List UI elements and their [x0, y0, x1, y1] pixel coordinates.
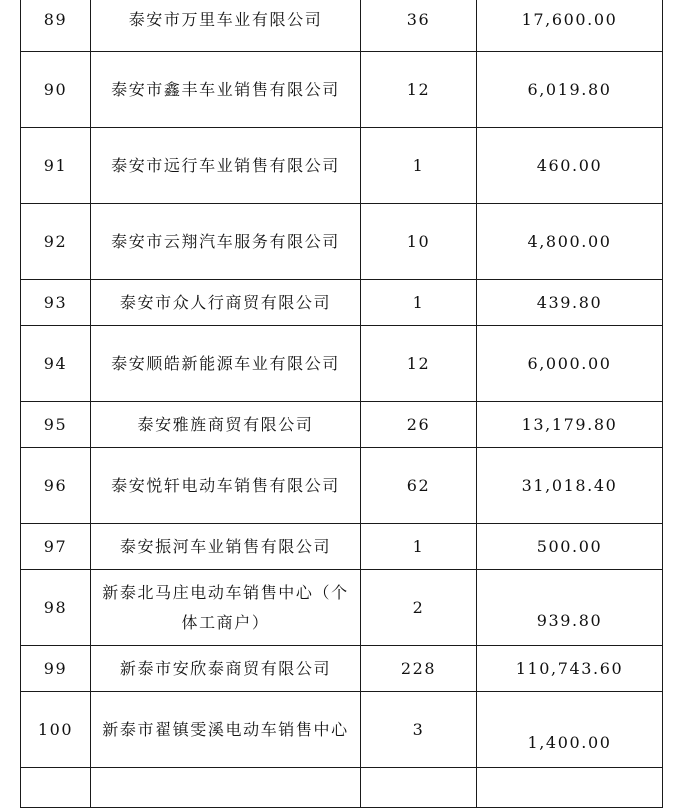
table-row	[21, 570, 663, 646]
row-index	[21, 768, 91, 808]
amount	[477, 768, 663, 808]
amount: 460.00	[477, 128, 663, 204]
quantity: 62	[361, 448, 477, 524]
row-index: 100	[21, 692, 91, 768]
company-name: 泰安市众人行商贸有限公司	[91, 280, 361, 326]
company-name: 泰安悦轩电动车销售有限公司	[91, 448, 361, 524]
table-row	[21, 0, 663, 52]
company-name: 新泰市安欣泰商贸有限公司	[91, 646, 361, 692]
row-index: 93	[21, 280, 91, 326]
quantity: 12	[361, 52, 477, 128]
row-index: 97	[21, 524, 91, 570]
quantity: 3	[361, 692, 477, 768]
table-row	[21, 326, 663, 402]
row-index: 94	[21, 326, 91, 402]
row-index: 92	[21, 204, 91, 280]
row-index: 99	[21, 646, 91, 692]
company-name: 新泰市翟镇雯溪电动车销售中心	[91, 692, 361, 768]
amount: 500.00	[477, 524, 663, 570]
company-name: 泰安市远行车业销售有限公司	[91, 128, 361, 204]
company-name: 泰安顺皓新能源车业有限公司	[91, 326, 361, 402]
quantity: 228	[361, 646, 477, 692]
company-name: 新泰北马庄电动车销售中心（个体工商户）	[91, 570, 361, 646]
row-index: 98	[21, 570, 91, 646]
amount: 939.80	[477, 570, 663, 646]
table-row	[21, 524, 663, 570]
company-amount-table	[20, 0, 663, 808]
row-index: 91	[21, 128, 91, 204]
company-name: 泰安市鑫丰车业销售有限公司	[91, 52, 361, 128]
table-row	[21, 280, 663, 326]
amount: 1,400.00	[477, 692, 663, 768]
amount: 6,019.80	[477, 52, 663, 128]
table-row	[21, 128, 663, 204]
company-name	[91, 768, 361, 808]
quantity: 36	[361, 0, 477, 52]
amount: 110,743.60	[477, 646, 663, 692]
quantity: 2	[361, 570, 477, 646]
quantity: 26	[361, 402, 477, 448]
amount: 439.80	[477, 280, 663, 326]
company-name: 泰安振河车业销售有限公司	[91, 524, 361, 570]
amount: 31,018.40	[477, 448, 663, 524]
quantity: 10	[361, 204, 477, 280]
amount: 6,000.00	[477, 326, 663, 402]
company-name: 泰安雅旌商贸有限公司	[91, 402, 361, 448]
amount: 17,600.00	[477, 0, 663, 52]
table-row	[21, 768, 663, 808]
company-name: 泰安市云翔汽车服务有限公司	[91, 204, 361, 280]
table-row	[21, 204, 663, 280]
table-row	[21, 448, 663, 524]
row-index: 95	[21, 402, 91, 448]
row-index: 89	[21, 0, 91, 52]
table-row	[21, 692, 663, 768]
row-index: 96	[21, 448, 91, 524]
table-row	[21, 646, 663, 692]
quantity: 1	[361, 128, 477, 204]
table-row	[21, 402, 663, 448]
quantity	[361, 768, 477, 808]
quantity: 1	[361, 280, 477, 326]
amount: 4,800.00	[477, 204, 663, 280]
quantity: 12	[361, 326, 477, 402]
quantity: 1	[361, 524, 477, 570]
table-container	[20, 0, 663, 808]
company-name: 泰安市万里车业有限公司	[91, 0, 361, 52]
table-row	[21, 52, 663, 128]
amount: 13,179.80	[477, 402, 663, 448]
row-index: 90	[21, 52, 91, 128]
